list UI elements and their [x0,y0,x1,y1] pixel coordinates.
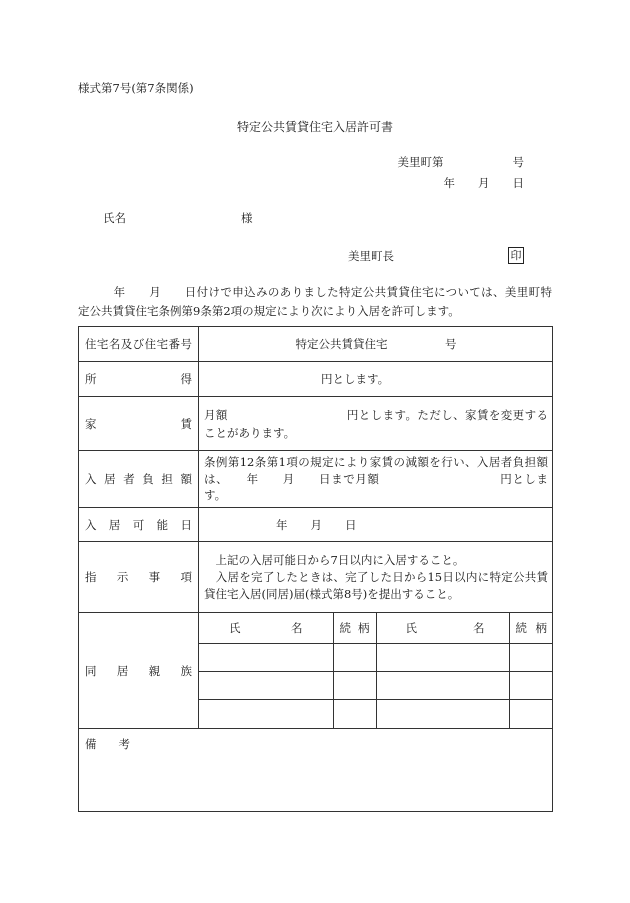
issue-date: 年 月 日 [443,176,524,190]
cohabitant-row [199,699,553,728]
move-in-date-value-cell [199,508,553,542]
document-number: 美里町第 号 [397,155,524,169]
instruction-line: 入居を完了したときは、完了した日から15日以内に特定公共賃 [204,569,548,584]
permit-table [78,326,553,812]
remarks-cell [79,729,553,812]
instructions-label-cell [79,542,199,613]
cohabitant-row [199,671,553,699]
cohabitant-relationship-cell [333,671,376,699]
instructions-row [79,542,553,613]
seal-stamp-box: 印 [508,247,524,264]
cohabitant-name-cell [199,671,333,699]
housing-value-cell [199,327,553,362]
cohabitants-table [199,613,553,728]
cohabitant-relationship-cell [509,699,553,728]
rent-label: 家賃 [85,416,192,431]
name-header: 氏名 [229,620,303,635]
move-in-date-label-cell [79,508,199,542]
rent-line: ことがあります。 [204,425,296,440]
rent-label-cell [79,397,199,451]
rent-row [79,397,553,451]
cohabitant-relationship-cell [333,643,376,671]
income-label-cell [79,362,199,397]
rent-line: 月額 円とします。ただし、家賃を変更する [204,407,548,422]
name-header-cell [376,613,509,643]
rent-value-cell [199,397,553,451]
issuer: 美里町長 [348,249,394,263]
cohabitant-name-cell [376,671,509,699]
intro-line: 年 月 日付けで申込みのありました特定公共賃貸住宅については、美里町特 [78,285,552,299]
addressee: 氏名 様 [103,211,253,225]
tenant-charge-line: 条例第12条第1項の規定により家賃の減額を行い、入居者負担額 [204,455,548,470]
instructions-value-cell [199,542,553,613]
cohabitant-name-cell [199,699,333,728]
income-label: 所得 [85,372,192,386]
tenant-charge-label-cell [79,451,199,508]
tenant-charge-line: す。 [204,488,227,503]
income-row [79,362,553,397]
tenant-charge-row [79,451,553,508]
move-in-date-value: 年 月 日 [276,517,357,532]
cohabitant-row [199,643,553,671]
housing-row [79,327,553,362]
tenant-charge-value-cell [199,451,553,508]
form-number: 様式第7号(第7条関係) [78,81,194,95]
cohabitant-relationship-cell [509,671,553,699]
cohabitants-header-row [199,613,553,643]
move-in-date-label: 入居可能日 [85,517,192,532]
relationship-header: 続柄 [515,620,547,635]
relationship-header-cell [509,613,553,643]
cohabitant-name-cell [376,699,509,728]
intro-line: 定公共賃貸住宅条例第9条第2項の規定により次により入居を許可します。 [78,304,460,318]
instruction-line: 貸住宅入居(同居)届(様式第8号)を提出すること。 [204,586,460,601]
cohabitant-name-cell [376,643,509,671]
cohabitant-relationship-cell [333,699,376,728]
income-value: 円とします。 [321,372,390,386]
housing-value: 特定公共賃貸住宅 号 [295,337,457,351]
relationship-header: 続柄 [339,620,370,635]
name-header-cell [199,613,333,643]
tenant-charge-line: は、 年 月 日まで月額 円としま [204,471,548,486]
instruction-line: 上記の入居可能日から7日以内に入居すること。 [204,552,465,567]
cohabitant-relationship-cell [509,643,553,671]
intro-paragraph [78,283,552,321]
cohabitant-name-cell [199,643,333,671]
instructions-label: 指示事項 [85,570,192,584]
name-header: 氏名 [405,620,485,635]
cohabitants-label: 同居親族 [85,663,192,678]
cohabitants-row [79,613,553,729]
housing-label-cell [79,327,199,362]
housing-label: 住宅名及び住宅番号 [85,337,192,351]
cohabitants-table-cell [199,613,553,729]
remarks-row [79,729,553,812]
cohabitants-label-cell [79,613,199,729]
income-value-cell [199,362,553,397]
document-title: 特定公共賃貸住宅入居許可書 [236,120,393,134]
relationship-header-cell [333,613,376,643]
tenant-charge-label: 入居者負担額 [85,472,192,486]
move-in-date-row [79,508,553,542]
remarks-label: 備考 [85,737,152,751]
